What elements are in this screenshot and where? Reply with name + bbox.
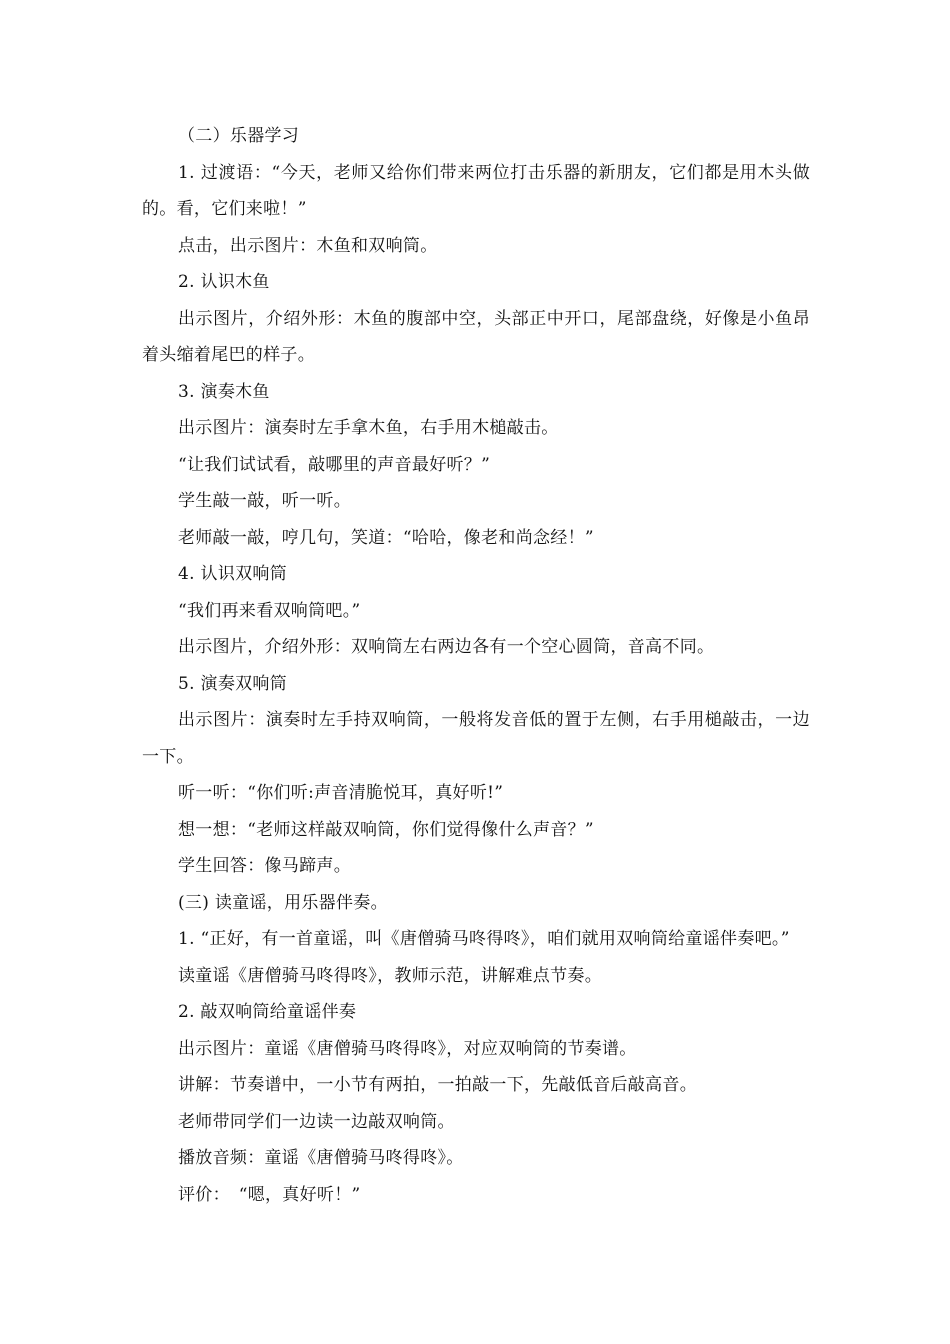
paragraph-rhyme-intro: 1. “正好，有一首童谣，叫《唐僧骑马咚得咚》，咱们就用双响筒给童谣伴奏吧。” (178, 929, 790, 949)
document-body (142, 118, 810, 1213)
paragraph-students-try: 学生敲一敲，听一听。 (178, 491, 351, 511)
paragraph-think: 想一想：“老师这样敲双响筒，你们觉得像什么声音？” (178, 819, 594, 840)
paragraph-muyu-question: “让我们试试看，敲哪里的声音最好听？” (178, 454, 491, 475)
subheading-play-muyu: 3. 演奏木鱼 (178, 381, 270, 402)
paragraph-shuangxiangtong-shape: 出示图片，介绍外形：双响筒左右两边各有一个空心圆筒，音高不同。 (178, 637, 715, 657)
paragraph-teacher-try: 老师敲一敲，哼几句，笑道：“哈哈，像老和尚念经！” (178, 527, 594, 548)
paragraph-read-rhyme: 读童谣《唐僧骑马咚得咚》，教师示范，讲解难点节奏。 (178, 965, 602, 986)
section-heading-instruments: （二）乐器学习 (178, 126, 300, 146)
paragraph-read-and-play: 老师带同学们一边读一边敲双响筒。 (178, 1111, 455, 1132)
paragraph-transition: 1. 过渡语：“今天，老师又给你们带来两位打击乐器的新朋友，它们都是用木头做的。看，它们来啦！” (142, 162, 810, 219)
paragraph-show-images: 点击，出示图片：木鱼和双响筒。 (178, 235, 438, 256)
paragraph-student-answer: 学生回答：像马蹄声。 (178, 856, 351, 876)
subheading-play-shuangxiangtong: 5. 演奏双响筒 (178, 673, 288, 694)
paragraph-listen: 听一听：“你们听:声音清脆悦耳，真好听!” (178, 783, 504, 803)
subheading-know-muyu: 2. 认识木鱼 (178, 272, 270, 292)
paragraph-muyu-playing: 出示图片：演奏时左手拿木鱼，右手用木槌敲击。 (178, 418, 559, 438)
subheading-know-shuangxiangtong: 4. 认识双响筒 (178, 564, 288, 584)
paragraph-explain-rhythm: 讲解：节奏谱中，一小节有两拍，一拍敲一下，先敲低音后敲高音。 (178, 1075, 697, 1095)
subheading-accompany: 2. 敲双响筒给童谣伴奏 (178, 1002, 357, 1022)
paragraph-rhythm-score: 出示图片：童谣《唐僧骑马咚得咚》，对应双响筒的节奏谱。 (178, 1038, 637, 1059)
paragraph-muyu-shape: 出示图片，介绍外形：木鱼的腹部中空，头部正中开口，尾部盘绕，好像是小鱼昂着头缩着尾巴的样子。 (142, 308, 810, 365)
paragraph-evaluation: 评价： “嗯，真好听！” (178, 1184, 361, 1205)
paragraph-shuangxiangtong-playing: 出示图片：演奏时左手持双响筒，一般将发音低的置于左侧，右手用槌敲击，一边一下。 (142, 710, 810, 767)
paragraph-look-shuangxiangtong: “我们再来看双响筒吧。” (178, 600, 361, 621)
paragraph-play-audio: 播放音频：童谣《唐僧骑马咚得咚》。 (178, 1148, 464, 1168)
section-heading-rhyme: (三) 读童谣，用乐器伴奏。 (178, 892, 388, 913)
